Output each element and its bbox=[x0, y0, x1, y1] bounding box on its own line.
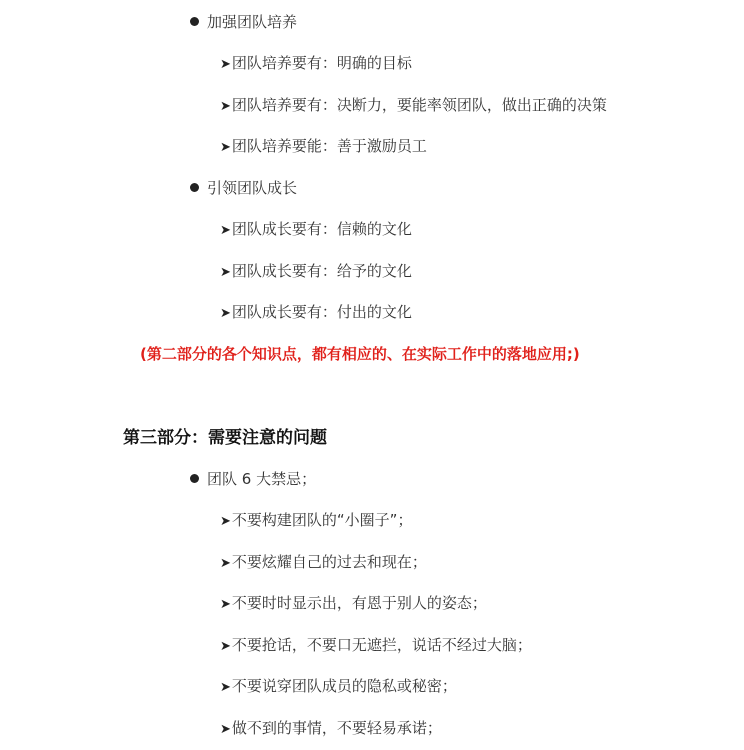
arrow-bullet-icon: ➤ bbox=[220, 306, 231, 321]
arrow-bullet-icon: ➤ bbox=[220, 265, 231, 280]
list-item-text: 团队成长要有：付出的文化 bbox=[231, 303, 412, 321]
arrow-bullet-icon: ➤ bbox=[220, 514, 231, 529]
list-item bbox=[220, 136, 427, 158]
list-item-text: 团队成长要有：信赖的文化 bbox=[231, 220, 412, 238]
bullet-item bbox=[190, 178, 297, 198]
list-item-text: 团队成长要有：给予的文化 bbox=[231, 262, 412, 280]
list-item bbox=[220, 302, 412, 324]
list-item-text: 不要抢话，不要口无遮拦，说话不经过大脑； bbox=[231, 636, 532, 654]
arrow-bullet-icon: ➤ bbox=[220, 140, 231, 155]
arrow-bullet-icon: ➤ bbox=[220, 680, 231, 695]
list-item-text: 团队培养要有：决断力，要能率领团队，做出正确的决策 bbox=[231, 96, 607, 114]
list-item-text: 不要说穿团队成员的隐私或秘密； bbox=[231, 677, 457, 695]
bullet-title: 团队 6 大禁忌； bbox=[207, 470, 317, 488]
list-item bbox=[220, 676, 457, 698]
arrow-bullet-icon: ➤ bbox=[220, 57, 231, 72]
list-item-text: 团队培养要能：善于激励员工 bbox=[231, 137, 427, 155]
list-item bbox=[220, 53, 412, 75]
bullet-title: 引领团队成长 bbox=[207, 179, 298, 197]
list-item-text: 团队培养要有：明确的目标 bbox=[231, 54, 412, 72]
bullet-item bbox=[190, 12, 297, 32]
list-item bbox=[220, 219, 412, 241]
bullet-item bbox=[190, 469, 316, 489]
list-item bbox=[220, 510, 412, 532]
bullet-dot-icon bbox=[190, 17, 199, 26]
bullet-dot-icon bbox=[190, 183, 199, 192]
arrow-bullet-icon: ➤ bbox=[220, 99, 231, 114]
bullet-title: 加强团队培养 bbox=[207, 13, 298, 31]
list-item bbox=[220, 95, 607, 117]
list-item-text: 做不到的事情，不要轻易承诺； bbox=[231, 719, 442, 737]
list-item bbox=[220, 635, 532, 657]
list-item bbox=[220, 593, 487, 615]
list-item-text: 不要时时显示出，有恩于别人的姿态； bbox=[231, 594, 487, 612]
section-note: (第二部分的各个知识点，都有相应的、在实际工作中的落地应用;) bbox=[140, 345, 580, 363]
list-item bbox=[220, 718, 442, 740]
arrow-bullet-icon: ➤ bbox=[220, 556, 231, 571]
arrow-bullet-icon: ➤ bbox=[220, 639, 231, 654]
arrow-bullet-icon: ➤ bbox=[220, 597, 231, 612]
list-item-text: 不要构建团队的“小圈子”； bbox=[231, 511, 413, 529]
list-item bbox=[220, 552, 427, 574]
arrow-bullet-icon: ➤ bbox=[220, 722, 231, 737]
list-item-text: 不要炫耀自己的过去和现在； bbox=[231, 553, 427, 571]
list-item bbox=[220, 261, 412, 283]
bullet-dot-icon bbox=[190, 474, 199, 483]
arrow-bullet-icon: ➤ bbox=[220, 223, 231, 238]
section-heading: 第三部分：需要注意的问题 bbox=[123, 428, 327, 448]
